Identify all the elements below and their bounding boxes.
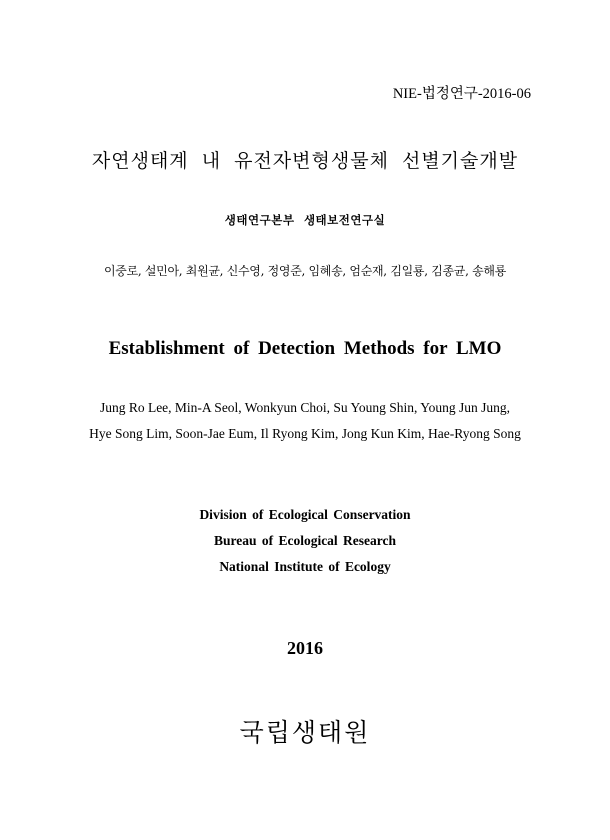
organization-institute: National Institute of Ecology (219, 559, 391, 574)
korean-authors: 이중로, 설민아, 최원균, 신수영, 정영준, 임혜송, 엄순재, 김일룡, 김종균, 송해룡 (103, 264, 507, 278)
korean-title: 자연생태계 내 유전자변형생물체 선별기술개발 (91, 150, 519, 172)
english-title: Establishment of Detection Methods for LMO (108, 338, 502, 359)
publication-year: 2016 (287, 638, 323, 658)
english-authors-line-2: Hye Song Lim, Soon-Jae Eum, Il Ryong Kim, Jong Kun Kim, Hae-Ryong Song (89, 426, 521, 441)
organization-division: Division of Ecological Conservation (199, 507, 411, 522)
organization-bureau: Bureau of Ecological Research (213, 533, 397, 548)
korean-department: 생태연구본부 생태보전연구실 (224, 213, 386, 227)
english-authors-line-1: Jung Ro Lee, Min-A Seol, Wonkyun Choi, Su Young Shin, Young Jun Jung, (99, 400, 511, 415)
publisher-name: 국립생태원 (239, 718, 371, 747)
report-number: NIE-법정연구-2016-06 (392, 86, 531, 102)
